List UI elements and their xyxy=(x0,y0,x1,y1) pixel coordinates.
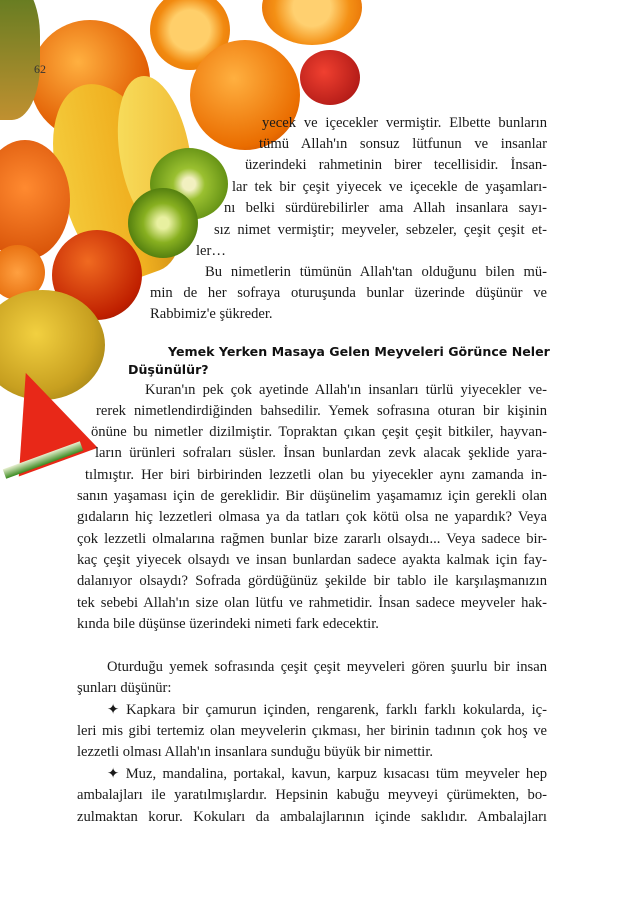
section-heading: Yemek Yerken Masaya Gelen Meyveleri Görünce Neler xyxy=(168,344,550,359)
text-line: min de her sofraya oturuşunda bunlar üzerinde düşünür ve xyxy=(150,285,547,301)
text-line: rerek nimetlendirdiğinden bahsedilir. Yemek sofrasına oturan bir kişinin xyxy=(96,403,547,419)
text-line: ambalajları ile yaratılmışlardır. Hepsinin kabuğu meyveyi çürümekten, bo- xyxy=(77,787,547,803)
text-line: ✦ Kapkara bir çamurun içinden, rengarenk, farklı farklı kokularda, iç- xyxy=(107,702,547,718)
text-line: zulmaktan korur. Kokuları da ambalajlarının içinde saklıdır. Ambalajları xyxy=(77,809,547,825)
text-line: ✦ Muz, mandalina, portakal, kavun, karpuz kısacası tüm meyveler hep xyxy=(107,766,547,782)
page-number: 62 xyxy=(34,62,46,76)
text-line: lezzetli olması Allah'ın insanlara sunduğu büyük bir nimettir. xyxy=(77,744,434,760)
kiwi xyxy=(128,188,198,258)
text-line: önüne bu nimetler dizilmiştir. Topraktan çıkan çeşit çeşit bitkiler, hayvan- xyxy=(91,424,547,440)
text-line: Bu nimetlerin tümünün Allah'tan olduğunu bilen mü- xyxy=(205,264,547,280)
text-line: gıdaların hiç lezzetleri olmasa ya da tatları çok kötü olsa ne yapardık? Veya xyxy=(77,509,547,525)
text-line: ların ürünleri sofraları süsler. İnsan bunlardan zevk alacak şeklide yara- xyxy=(95,445,547,461)
text-line: sız nimet vermiştir; meyveler, sebzeler, çeşit çeşit et- xyxy=(214,222,547,238)
text-line: lar tek bir çeşit yiyecek ve içecekle de yaşamları- xyxy=(232,179,547,195)
text-line: leri mis gibi tertemiz olan meyvelerin çıkması, her birinin tadının çok hoş ve xyxy=(77,723,547,739)
text-line: kında bile düşünse üzerindeki nimeti fark edecektir. xyxy=(77,616,379,632)
text-line: üzerindeki rahmetinin birer tecellisidir. İnsan- xyxy=(245,157,547,173)
text-line: tılmıştır. Her biri birbirinden lezzetli olan bu yiyecekler aynı zamanda in- xyxy=(85,467,547,483)
text-line: çok lezzetli olmalarına rağmen bunlar bize zararlı olsaydı... Veya sadece bir- xyxy=(77,531,547,547)
orange xyxy=(190,40,300,150)
text-line: Oturduğu yemek sofrasında çeşit çeşit meyveleri gören şuurlu bir insan xyxy=(107,659,547,675)
text-line: sanın yaşaması için de gereklidir. Bir düşünelim yaşamamız için gerekli olan xyxy=(77,488,547,504)
section-heading: Düşünülür? xyxy=(128,362,209,377)
text-line: Kuran'ın pek çok ayetinde Allah'ın insanları türlü yiyecekler ve- xyxy=(145,382,547,398)
text-line: yecek ve içecekler vermiştir. Elbette bunların xyxy=(262,115,547,131)
text-line: tümü Allah'ın sonsuz lütfunun ve insanlar xyxy=(259,136,547,152)
text-line: ler… xyxy=(196,243,226,259)
orange-slice xyxy=(262,0,362,45)
text-line: kaç çeşit yiyecek olsaydı ve insan bunlardan sadece ayakta kalmak için fay- xyxy=(77,552,547,568)
text-line: Rabbimiz'e şükreder. xyxy=(150,306,273,322)
text-line: şunları düşünür: xyxy=(77,680,172,696)
text-line: tek sebebi Allah'ın size olan lütfu ve rahmetidir. İnsan sadece meyveler hak- xyxy=(77,595,547,611)
text-line: dalanıyor olsaydı? Sofrada gördüğünüz şekilde bir tablo ile karşılaşmanızın xyxy=(77,573,547,589)
text-line: nı belki sürdürebilirler ama Allah insanlara sayı- xyxy=(224,200,547,216)
strawberry xyxy=(300,50,360,105)
